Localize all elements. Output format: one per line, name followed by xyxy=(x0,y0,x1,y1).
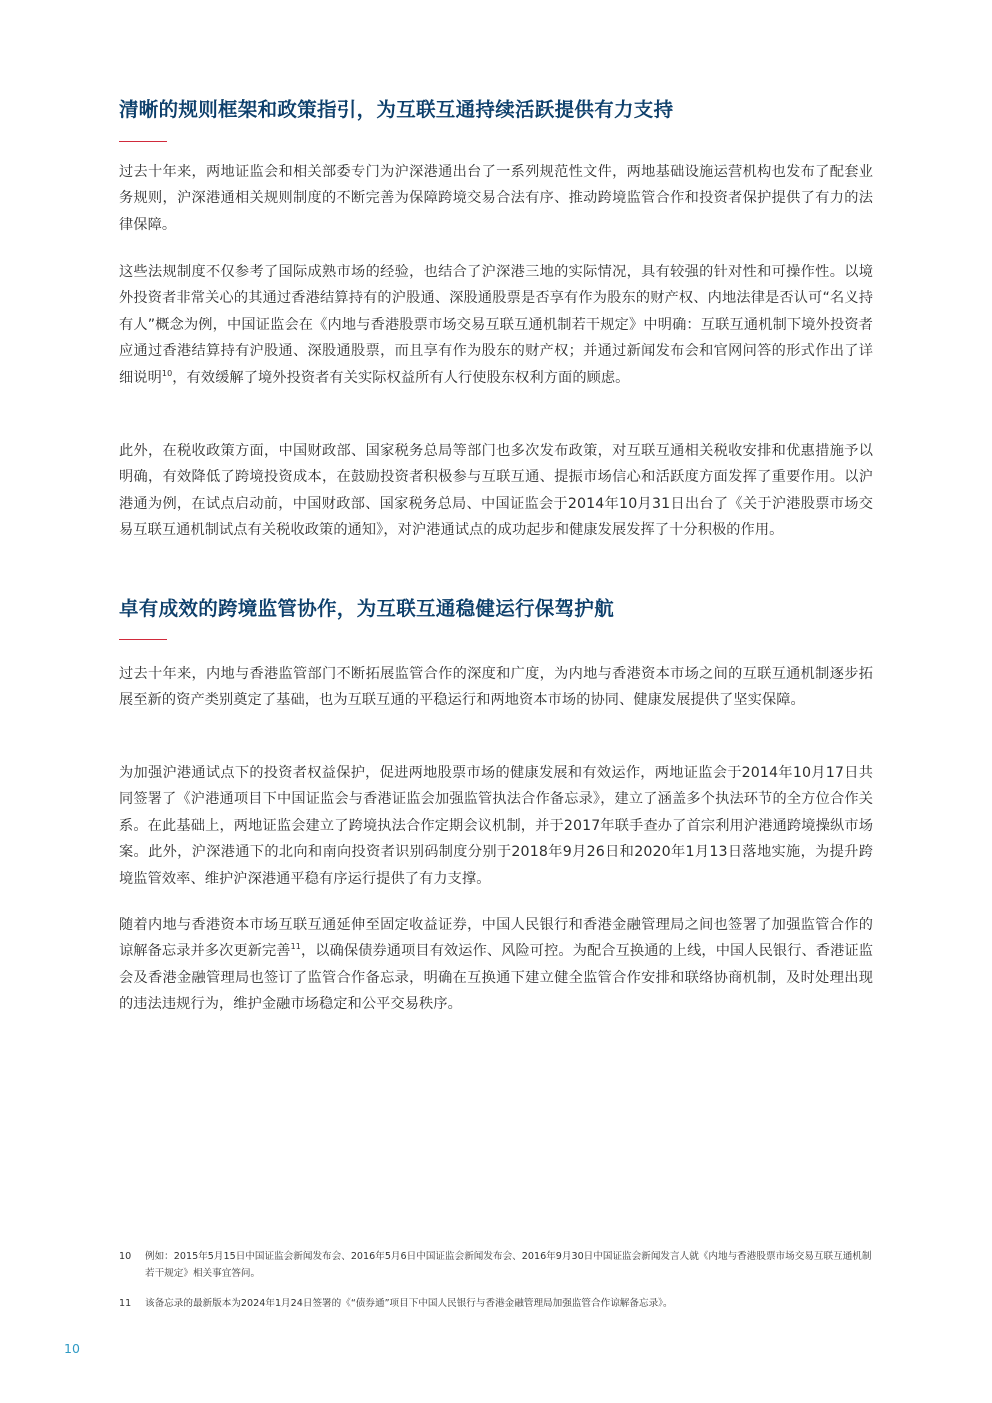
paragraph-text: 随着内地与香港资本市场互联互通延伸至固定收益证券，中国人民银行和香港金融管理局之间也签署了加强监管合作的谅解备忘录并多次更新完善 xyxy=(119,917,873,960)
footnote-11 xyxy=(119,1295,879,1312)
paragraph-regulatory-documents: 过去十年来，两地证监会和相关部委专门为沪深港通出台了一系列规范性文件，两地基础设施运营机构也发布了配套业务规则，沪深港通相关规则制度的不断完善为保障跨境交易合法有序、推动跨境监管合作和投资者保护提供了有力的法律保障。 xyxy=(119,164,873,233)
footnote-ref-11: 11 xyxy=(290,942,301,952)
paragraph-enforcement-mou: 为加强沪港通试点下的投资者权益保护，促进两地股票市场的健康发展和有效运作，两地证监会于2014年10月17日共同签署了《沪港通项目下中国证监会与香港证监会加强监管执法合作备忘录》，建立了涵盖多个执法环节的全方位合作关系。在此基础上，两地证监会建立了跨境执法合作定期会议机制，并于2017年联手查办了首宗利用沪港通跨境操纵市场案。此外，沪深港通下的北向和南向投资者识别码制度分别于2018年9月26日和2020年1月13日落地实施，为提升跨境监管效率、维护沪深港通平稳有序运行提供了有力支撑。 xyxy=(119,765,873,887)
section-heading-cross-border-supervision: 卓有成效的跨境监管协作，为互联互通稳健运行保驾护航 xyxy=(119,597,615,620)
footnotes xyxy=(119,1248,879,1325)
paragraph-text: ，以确保债券通项目有效运作、风险可控。为配合互换通的上线，中国人民银行、香港证监会及香港金融管理局也签订了监管合作备忘录，明确在互换通下建立健全监管合作安排和联络协商机制，及时处理出现的违法违规行为，维护金融市场稳定和公平交易秩序。 xyxy=(119,943,873,1013)
heading-accent-rule xyxy=(119,639,167,640)
footnote-ref-10: 10 xyxy=(161,368,173,378)
paragraph-bond-connect-mou xyxy=(119,912,873,1018)
footnote-number: 10 xyxy=(119,1251,132,1262)
page-number: 10 xyxy=(64,1341,80,1356)
footnote-10 xyxy=(119,1248,879,1282)
paragraph-tax-policy: 此外，在税收政策方面，中国财政部、国家税务总局等部门也多次发布政策，对互联互通相关税收安排和优惠措施予以明确，有效降低了跨境投资成本，在鼓励投资者积极参与互联互通、提振市场信心和活跃度方面发挥了重要作用。以沪港通为例，在试点启动前，中国财政部、国家税务总局、中国证监会于2014年10月31日出台了《关于沪港股票市场交易互联互通机制试点有关税收政策的通知》，对沪港通试点的成功起步和健康发展发挥了十分积极的作用。 xyxy=(119,443,873,539)
footnote-number: 11 xyxy=(119,1298,132,1309)
heading-accent-rule xyxy=(119,141,167,142)
paragraph-text: 这些法规制度不仅参考了国际成熟市场的经验，也结合了沪深港三地的实际情况，具有较强的针对性和可操作性。以境外投资者非常关心的其通过香港结算持有的沪股通、深股通股票是否享有作为股东的财产权、内地法律是否认可“名义持有人”概念为例，中国证监会在《内地与香港股票市场交易互联互通机制若干规定》中明确：互联互通机制下境外投资者应通过香港结算持有沪股通、深股通股票，而且享有作为股东的财产权；并通过新闻发布会和官网问答的形式作出了详细说明 xyxy=(119,264,873,386)
paragraph-text: ，有效缓解了境外投资者有关实际权益所有人行使股东权利方面的顾虑。 xyxy=(172,369,630,386)
paragraph-legal-framework xyxy=(119,259,873,391)
section-heading-rules-framework: 清晰的规则框架和政策指引，为互联互通持续活跃提供有力支持 xyxy=(119,98,674,121)
footnote-text: 例如：2015年5月15日中国证监会新闻发布会、2016年5月6日中国证监会新闻发布会、2016年9月30日中国证监会新闻发言人就《内地与香港股票市场交易互联互通机制若干规定》相关事宜答问。 xyxy=(145,1251,872,1279)
paragraph-supervisory-cooperation: 过去十年来，内地与香港监管部门不断拓展监管合作的深度和广度，为内地与香港资本市场之间的互联互通机制逐步拓展至新的资产类别奠定了基础，也为互联互通的平稳运行和两地资本市场的协同、健康发展提供了坚实保障。 xyxy=(119,666,873,709)
footnote-text: 该备忘录的最新版本为2024年1月24日签署的《“债券通”项目下中国人民银行与香港金融管理局加强监管合作谅解备忘录》。 xyxy=(145,1298,673,1309)
